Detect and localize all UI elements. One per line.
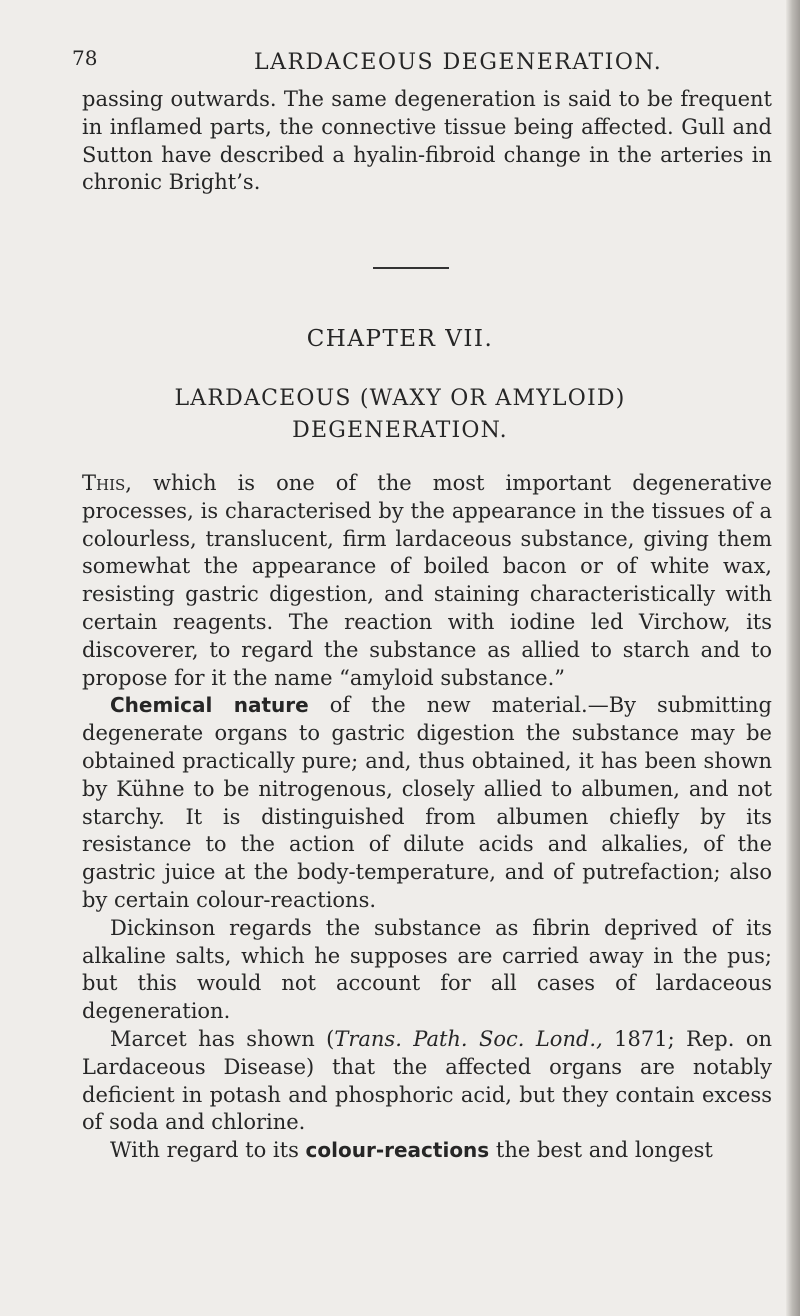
- paragraph-intro-text: which is one of the most important degenerative processes, is characterised by the appearance in the tissues of a colourless, translucent, firm lardaceous substance, giving them somewhat the appearance of boiled bacon or of white wax, resisting gastric digestion, and staining characteristically with certain reagents. The reaction with iodine led Virchow, its discoverer, to regard the substance as allied to starch and to propose for it the name “amyloid substance.”: [82, 471, 772, 690]
- page-edge: [786, 0, 800, 1316]
- continuation-text: passing outwards. The same degeneration is said to be frequent in inflamed parts, the connective tissue being affected. Gull and Sutton have described a hyalin-fibroid change in the arteries in chronic Bright’s.: [82, 87, 772, 195]
- paragraph-marcet-pre: Marcet has shown (: [110, 1026, 335, 1051]
- paragraph-marcet: [82, 1026, 772, 1137]
- citation: Trans. Path. Soc. Lond.,: [334, 1026, 603, 1051]
- page-header: [72, 46, 772, 82]
- paragraph-marcet-post: 1871; Rep. on Lardaceous Disease) that the affected organs are notably deficient in potash and phosphoric acid, but they contain excess of soda and chlorine.: [82, 1026, 772, 1135]
- inline-heading-chemical-nature: Chemical nature: [110, 693, 309, 718]
- running-head: LARDACEOUS DEGENERATION.: [254, 50, 663, 75]
- section-divider: [373, 267, 449, 269]
- paragraph-colour-reactions: [82, 1137, 772, 1165]
- paragraph-colour-pre: With regard to its: [110, 1138, 306, 1163]
- inline-heading-colour-reactions: colour-reactions: [305, 1138, 490, 1163]
- chapter-title-line-2: DEGENERATION.: [292, 418, 508, 443]
- paragraph-chemical-nature: [82, 692, 772, 914]
- lead-word: This,: [82, 471, 132, 495]
- paragraph-chemical-nature-text: of the new material.—By submitting degenerate organs to gastric digestion the substance may be obtained practically pure; and, thus obtained, it has been shown by Kühne to be nitrogenous, closely allied to albumen, and not starchy. It is distinguished from albumen chiefly by its resistance to the action of dilute acids and alkalies, of the gastric juice at the body-temperature, and of putrefaction; also by certain colour-reactions.: [82, 693, 772, 912]
- page-number: 78: [72, 46, 98, 70]
- paragraph-intro: [82, 470, 772, 692]
- chapter-number: CHAPTER VII.: [306, 326, 494, 352]
- paragraph-colour-post: the best and longest: [489, 1138, 713, 1163]
- chapter-body: [82, 470, 772, 1165]
- paragraph-dickinson-text: Dickinson regards the substance as fibrin deprived of its alkaline salts, which he supposes are carried away in the pus; but this would not account for all cases of lardaceous degeneration.: [82, 915, 772, 1024]
- paragraph-dickinson: [82, 915, 772, 1026]
- continuation-paragraph: [82, 86, 772, 197]
- chapter-title-line-1: LARDACEOUS (WAXY OR AMYLOID): [174, 386, 626, 411]
